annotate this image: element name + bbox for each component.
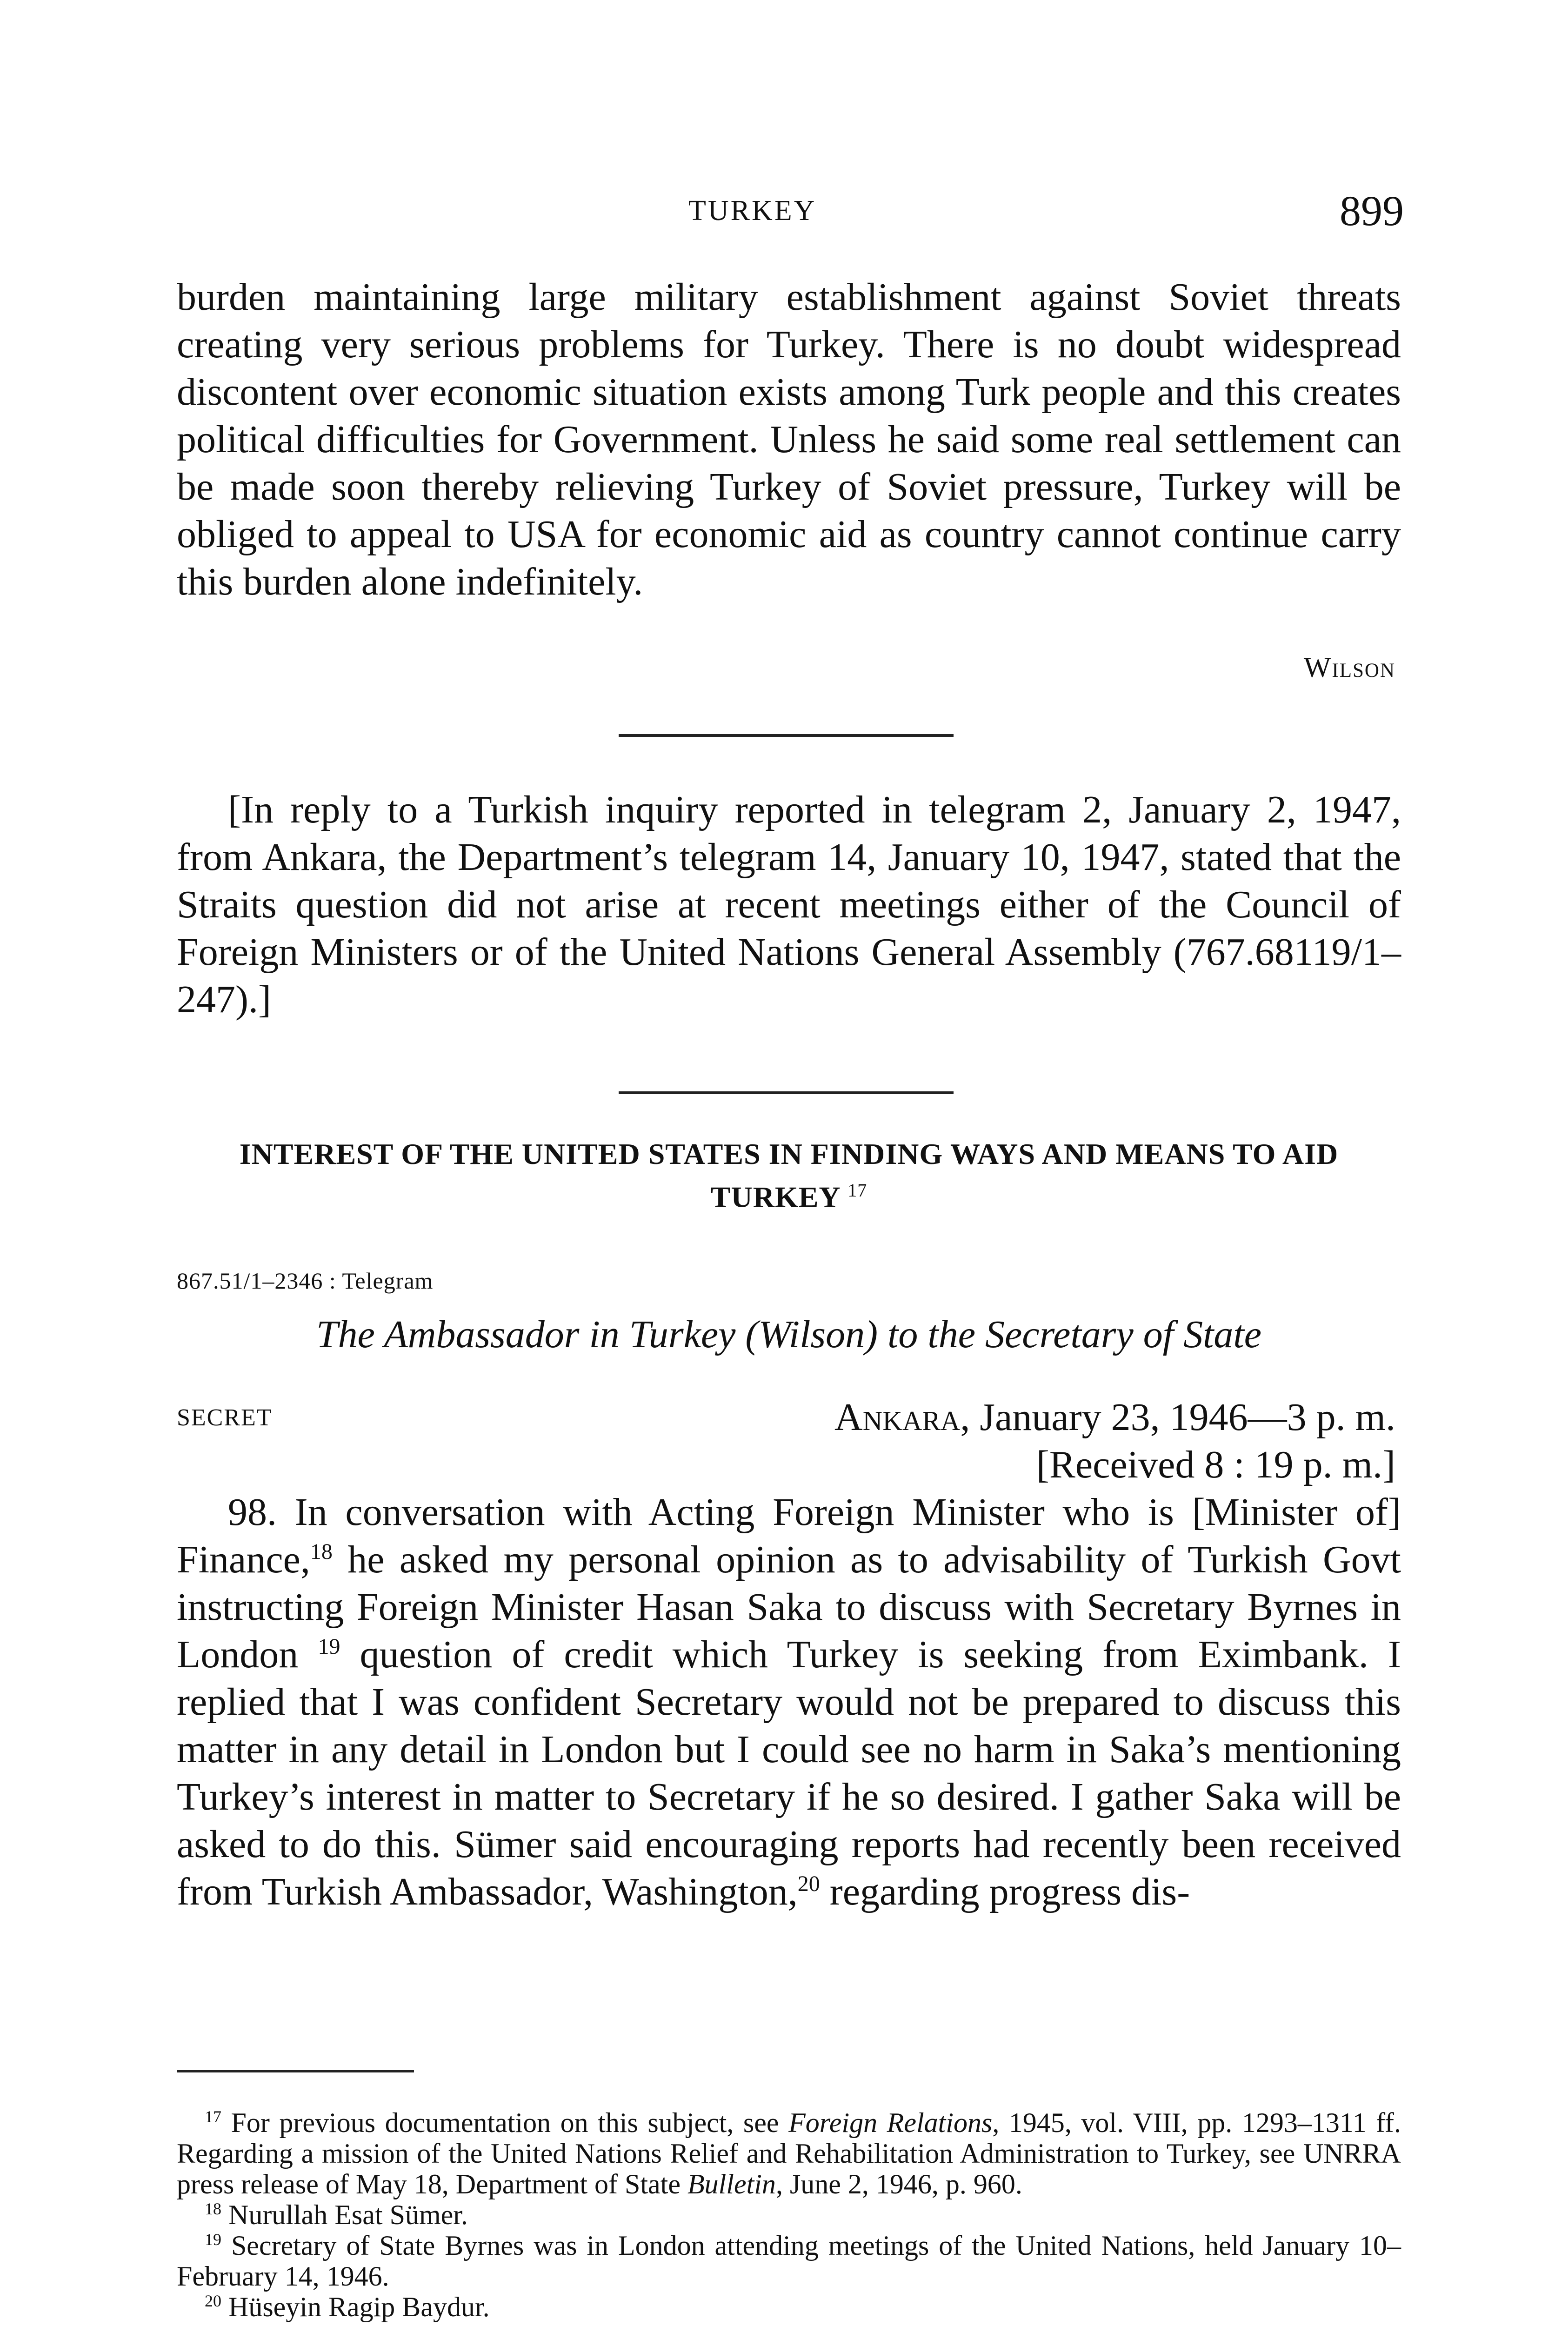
footnote (177, 2230, 1401, 2292)
signature: Wilson (1303, 652, 1395, 683)
editorial-note: [In reply to a Turkish inquiry reported in telegram 2, January 2, 1947, from Ankara, the Department’s telegram 14, January 10, 1947, stated that the Straits question did not arise at recent meetings either of the Council of Foreign Ministers or of the United Nations General Assembly (767.68119/1–247).] (177, 788, 1401, 1021)
telegram-paragraph (177, 1489, 1401, 1916)
dateline-place: Ankara (834, 1396, 961, 1439)
running-title: TURKEY (688, 195, 817, 227)
footnote-text: , 1945, vol. VIII, pp. 1293–1311 ff. Regarding a mission of the United Nations Relief and Rehabilitation Administration to Turkey, see UNRRA press release of May 18, Department of State (177, 2107, 1401, 2199)
footnote-marker: 20 (205, 2292, 221, 2310)
footnote (177, 2107, 1401, 2199)
footnote-ref[interactable]: 17 (847, 1180, 867, 1201)
footnote-marker: 17 (205, 2107, 221, 2126)
paragraph-text: he asked my personal opinion as to advisability of Turkish Govt instructing Foreign Minister Hasan Saka to discuss with Secretary Byrnes in London (177, 1538, 1401, 1676)
dateline (834, 1395, 1395, 1440)
file-reference: 867.51/1–2346 : Telegram (177, 1268, 434, 1294)
paragraph-text: 98. In conversation with Acting Foreign Minister who is [Minister of] Finance, (177, 1491, 1401, 1581)
footnote-text: Hüseyin Ragip Baydur. (228, 2292, 490, 2322)
footnote-ref[interactable]: 19 (318, 1634, 340, 1659)
received-time: [Received 8 : 19 p. m.] (1036, 1443, 1395, 1486)
section-heading (177, 1136, 1401, 1215)
footnote (177, 2199, 1401, 2230)
page-number: 899 (1340, 187, 1404, 234)
paragraph-text: regarding progress dis- (820, 1870, 1190, 1913)
footnote-text: Nurullah Esat Sümer. (228, 2199, 468, 2230)
section-divider (619, 734, 954, 737)
footnote-ref[interactable]: 18 (310, 1539, 333, 1564)
footnote-italic: Bulletin (687, 2169, 776, 2199)
paragraph-text: question of credit which Turkey is seeking from Eximbank. I replied that I was confident Secretary would not be prepared to discuss this matter in any detail in London but I could see no harm in Saka’s mentioning Turkey’s interest in matter to Secretary if he so desired. I gather Saka will be asked to do this. Sümer said encouraging reports had recently been received from Turkish Ambassador, Washington, (177, 1633, 1401, 1913)
dateline-date: , January 23, 1946—3 p. m. (960, 1396, 1395, 1439)
footnote-italic: Foreign Relations (788, 2107, 993, 2138)
footnote-ref[interactable]: 20 (797, 1871, 820, 1896)
section-heading-text: INTEREST OF THE UNITED STATES IN FINDING WAYS AND MEANS TO AID TURKEY (239, 1137, 1339, 1214)
footnote-text: , June 2, 1946, p. 960. (775, 2169, 1022, 2199)
footnote-marker: 19 (205, 2230, 221, 2249)
continued-paragraph: burden maintaining large military establishment against Soviet threats creating very serious problems for Turkey. There is no doubt widespread discontent over economic situation exists among Turk people and this creates political difficulties for Government. Unless he said some real settlement can be made soon thereby relieving Turkey of Soviet pressure, Turkey will be obliged to appeal to USA for economic aid as country cannot continue carry this burden alone indefinitely. (177, 275, 1401, 603)
footnote-marker: 18 (205, 2199, 221, 2218)
footnote-text: Secretary of State Byrnes was in London attending meetings of the United Nations, held January 10–February 14, 1946. (177, 2230, 1401, 2292)
footnotes (177, 2107, 1401, 2322)
section-divider (619, 1091, 954, 1094)
footnote (177, 2292, 1401, 2322)
document-title: The Ambassador in Turkey (Wilson) to the Secretary of State (316, 1313, 1262, 1356)
classification-label: SECRET (177, 1404, 273, 1431)
footnote-text: For previous documentation on this subject, see (231, 2107, 789, 2138)
footnote-divider (177, 2070, 414, 2072)
